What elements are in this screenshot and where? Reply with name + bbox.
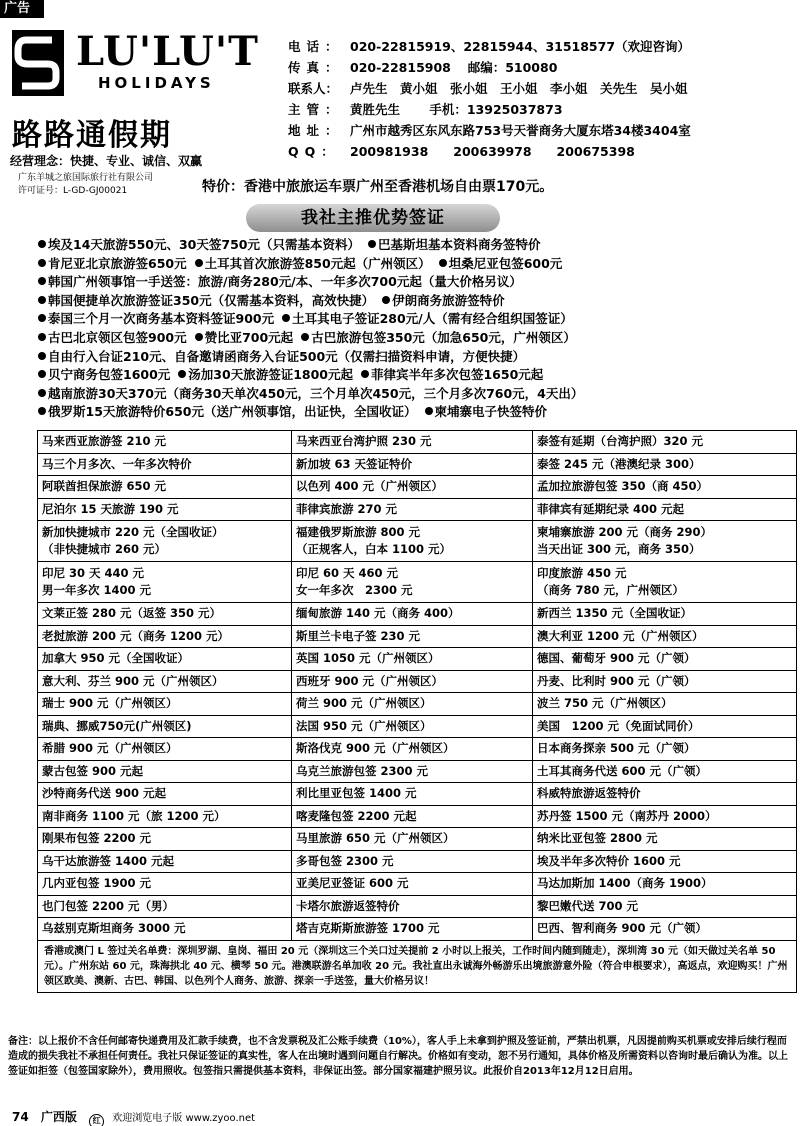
- table-row: [38, 431, 797, 454]
- bullet-item: [361, 367, 543, 382]
- table-row: [38, 783, 797, 806]
- bullet-dot-icon: [178, 370, 186, 378]
- table-cell: [533, 453, 797, 476]
- table-cell: [38, 805, 292, 828]
- bullet-text: 古巴北京领区包签900元: [48, 329, 187, 345]
- website-link[interactable]: 欢迎浏览电子版 www.zyoo.net: [112, 1113, 256, 1124]
- cell-line: 意大利、芬兰 900 元（广州领区）: [42, 673, 224, 688]
- bullet-dot-icon: [38, 277, 46, 285]
- bullet-text: 韩国便捷单次旅游签证350元（仅需基本资料，高效快捷）: [48, 292, 375, 308]
- table-row: [38, 603, 797, 626]
- bullet-item: [38, 367, 170, 382]
- bullet-dot-icon: [38, 296, 46, 304]
- table-cell: [292, 562, 533, 603]
- bullet-text: 坦桑尼亚包签600元: [448, 255, 563, 271]
- table-cell: [533, 805, 797, 828]
- contact-label: 地址：: [288, 123, 344, 138]
- table-row: [38, 648, 797, 671]
- bullet-text: 肯尼亚北京旅游签650元: [48, 255, 187, 271]
- table-row: [38, 625, 797, 648]
- table-row: [38, 873, 797, 896]
- bullet-item: [282, 311, 573, 326]
- cell-line: 文莱正签 280 元（返签 350 元）: [42, 606, 222, 621]
- table-cell: [533, 521, 797, 562]
- license-number: 许可证号：L-GD-GJ00021: [18, 186, 128, 196]
- cell-line: 阿联酋担保旅游 650 元: [42, 479, 167, 494]
- table-row: [38, 453, 797, 476]
- table-cell: [38, 498, 292, 521]
- bullet-line: [38, 273, 591, 292]
- cell-line: 几内亚包签 1900 元: [42, 876, 152, 891]
- cell-line: 缅甸旅游 140 元（商务 400）: [296, 606, 460, 621]
- bullet-line: [38, 255, 591, 274]
- cell-line: 当天出证 300 元，商务 350）: [537, 542, 701, 556]
- cell-line: 乌干达旅游签 1400 元起: [42, 853, 175, 868]
- bullet-item: [439, 256, 563, 271]
- table-cell: [38, 603, 292, 626]
- cell-line: （商务 780 元，广州领区）: [537, 583, 685, 597]
- table-cell: [38, 738, 292, 761]
- cell-line: 科威特旅游返签特价: [537, 786, 641, 801]
- cell-line: 多哥包签 2300 元: [296, 853, 394, 868]
- table-cell: [38, 895, 292, 918]
- cell-line: 以色列 400 元（广州领区）: [296, 479, 444, 494]
- cell-line: 乌克兰旅游包签 2300 元: [296, 763, 429, 778]
- table-cell: [38, 760, 292, 783]
- table-cell: [292, 453, 533, 476]
- bullet-item: [38, 256, 187, 271]
- bullet-item: [425, 404, 548, 419]
- bullet-line: [38, 385, 591, 404]
- table-row: [38, 918, 797, 941]
- contact-row: [288, 78, 691, 99]
- table-row: [38, 760, 797, 783]
- cell-line: 马来西亚旅游签 210 元: [42, 434, 167, 449]
- contact-value: 200981938 200639978 200675398: [350, 144, 635, 159]
- table-row: [38, 895, 797, 918]
- cell-line: （正规客人，白本 1100 元）: [296, 542, 452, 556]
- contact-label: QQ：: [288, 144, 340, 159]
- bullet-dot-icon: [282, 314, 290, 322]
- cell-line: 丹麦、比利时 900 元（广领）: [537, 673, 696, 688]
- table-cell: [292, 603, 533, 626]
- cell-line: 斯洛伐克 900 元（广州领区）: [296, 741, 455, 756]
- bullet-dot-icon: [382, 296, 390, 304]
- cell-line: 西班牙 900 元（广州领区）: [296, 673, 444, 688]
- bullet-text: 菲律宾半年多次包签1650元起: [370, 367, 544, 383]
- table-cell: [38, 918, 292, 941]
- cell-line: 泰签有延期（台湾护照）320 元: [537, 434, 704, 449]
- edition-label: 广西版: [40, 1110, 77, 1124]
- table-row: [38, 850, 797, 873]
- bullet-item: [195, 256, 431, 271]
- bullet-text: 巴基斯坦基本资料商务签特价: [377, 237, 541, 252]
- contact-row: [288, 99, 691, 120]
- bullet-item: [301, 330, 576, 345]
- cell-line: 新西兰 1350 元（全国收证）: [537, 606, 693, 621]
- bullet-text: 汤加30天旅游签证1800元起: [188, 367, 353, 383]
- remark-text: 备注：以上报价不含任何邮寄快递费用及汇款手续费，也不含发票税及汇公账手续费（10%），客人手上未拿到护照及签证前，严禁出机票，凡因提前购买机票或安排后续行程而造成的损失我社不承担任何责任。我社只保证签证的真实性，客人在出境时遇到问题自行解决。价格如有变动，恕不另行通知，具体价格及所需资料以咨询时最后确认为准。以上签证如拒签（包签国家除外），费用照收。包签指只需提供基本资料，非保证出签。部分国家福建护照另议。此报价自2013年12月12日启用。: [8, 1036, 788, 1077]
- bullet-text: 伊朗商务旅游签特价: [392, 292, 505, 308]
- bullet-line: [38, 403, 591, 422]
- table-cell: [533, 498, 797, 521]
- table-row: [38, 476, 797, 499]
- logo-subtitle: HOLIDAYS: [98, 74, 215, 92]
- table-cell: [292, 715, 533, 738]
- cell-line: 希腊 900 元（广州领区）: [42, 741, 178, 756]
- cell-line: 波兰 750 元（广州领区）: [537, 696, 673, 711]
- table-cell: [38, 521, 292, 562]
- bullet-dot-icon: [38, 259, 46, 267]
- table-cell: [38, 562, 292, 603]
- bullet-item: [368, 237, 541, 252]
- bullet-dot-icon: [38, 240, 46, 248]
- table-cell: [38, 648, 292, 671]
- cell-line: 老挝旅游 200 元（商务 1200 元）: [42, 628, 230, 643]
- cell-line: 马达加斯加 1400（商务 1900）: [537, 876, 713, 891]
- bullet-line: [38, 310, 591, 329]
- bullet-text: 贝宁商务包签1600元: [48, 367, 171, 383]
- contact-value: 卢先生 黄小姐 张小姐 王小姐 李小姐 关先生 吴小姐: [350, 81, 688, 96]
- bullet-text: 自由行入台证210元、自备邀请函商务入台证500元（仅需扫描资料申请，方便快捷）: [48, 348, 526, 364]
- contact-value: 020-22815908 邮编：510080: [350, 60, 558, 75]
- cell-line: 也门包签 2200 元（男）: [42, 898, 175, 913]
- contact-value: 黄胜先生 手机：13925037873: [350, 102, 563, 117]
- table-cell: [533, 783, 797, 806]
- table-cell: [533, 895, 797, 918]
- table-cell: [292, 498, 533, 521]
- cell-line: 菲律宾旅游 270 元: [296, 501, 398, 516]
- table-cell: [38, 476, 292, 499]
- bullet-line: [38, 366, 591, 385]
- table-cell: [533, 648, 797, 671]
- table-note-row: [38, 940, 797, 992]
- bullet-dot-icon: [38, 333, 46, 341]
- table-row: [38, 670, 797, 693]
- table-cell: [38, 453, 292, 476]
- table-cell: [292, 521, 533, 562]
- cell-line: 新加坡 63 天签证特价: [296, 456, 413, 471]
- table-cell: [38, 625, 292, 648]
- page-footer: [12, 1108, 255, 1126]
- cell-line: 巴西、智利商务 900 元（广领）: [537, 921, 708, 936]
- cell-line: 美国 1200 元（免面试同价）: [537, 718, 700, 733]
- cell-line: 孟加拉旅游包签 350（商 450）: [537, 479, 709, 494]
- cell-line: 亚美尼亚签证 600 元: [296, 876, 409, 891]
- table-cell: [533, 738, 797, 761]
- bullet-item: [38, 274, 522, 289]
- cell-line: 泰签 245 元（港澳纪录 300）: [537, 456, 701, 471]
- bullet-text: 柬埔寨电子快签特价: [434, 404, 548, 420]
- table-row: [38, 562, 797, 603]
- cell-line: 乌兹别克斯坦商务 3000 元: [42, 921, 186, 936]
- cell-line: 尼泊尔 15 天旅游 190 元: [42, 501, 179, 516]
- bullet-item: [38, 404, 417, 419]
- bullet-line: [38, 236, 591, 255]
- bullet-text: 古巴旅游包签350元（加急650元，广州领区）: [311, 329, 576, 345]
- table-cell: [533, 431, 797, 454]
- cell-line: 苏丹签 1500 元（南苏丹 2000）: [537, 808, 717, 823]
- bullet-item: [38, 293, 374, 308]
- bullet-text: 赞比亚700元起: [204, 329, 294, 345]
- visa-price-table: [37, 430, 797, 993]
- bullet-dot-icon: [439, 259, 447, 267]
- cell-line: 黎巴嫩代送 700 元: [537, 898, 639, 913]
- table-cell: [533, 603, 797, 626]
- bullet-text: 越南旅游30天370元（商务30天单次450元，三个月单次450元，三个月多次760元，4天出）: [48, 385, 584, 401]
- table-cell: [533, 918, 797, 941]
- promo-bullet-list: [38, 236, 591, 422]
- bullet-dot-icon: [301, 333, 309, 341]
- bullet-item: [38, 349, 525, 364]
- bullet-item: [38, 386, 583, 401]
- bullet-dot-icon: [38, 352, 46, 360]
- table-row: [38, 828, 797, 851]
- bullet-item: [195, 330, 294, 345]
- table-cell: [292, 476, 533, 499]
- license-company: 广东羊城之旅国际旅行社有限公司: [18, 173, 154, 183]
- ad-tag: 广告: [0, 0, 44, 18]
- cell-line: 福建俄罗斯旅游 800 元: [296, 525, 421, 539]
- table-cell: [292, 783, 533, 806]
- cell-line: 日本商务探亲 500 元（广领）: [537, 741, 696, 756]
- cell-line: 女一年多次 2300 元: [296, 583, 413, 597]
- table-cell: [533, 828, 797, 851]
- table-cell: [292, 760, 533, 783]
- table-cell: [38, 873, 292, 896]
- table-row: [38, 738, 797, 761]
- cell-line: 加拿大 950 元（全国收证）: [42, 651, 190, 666]
- contact-value: 广州市越秀区东风东路753号天誉商务大厦东塔34楼3404室: [350, 123, 691, 138]
- bullet-item: [178, 367, 353, 382]
- contact-row: [288, 57, 691, 78]
- cell-line: 刚果布包签 2200 元: [42, 831, 152, 846]
- bullet-line: [38, 329, 591, 348]
- table-note: 香港或澳门 L 签过关名单费：深圳罗湖、皇岗、福田 20 元（深圳这三个关口过关提前 2 小时以上报关，工作时间内随到随走），深圳湾 30 元（如天做过关名单 50 元）。广州东站 60 元，珠海拱北 40 元、横琴 50 元。港澳联游名单加收 20 元。我社直出永诚海外畅游乐出境旅游意外险（符合申根要求），高返点，欢迎购买！广州领区欧美、澳新、古巴、韩国、以色列个人商务、旅游、探亲一手送签，量大价格另议！: [38, 940, 797, 992]
- table-cell: [292, 625, 533, 648]
- cell-line: 瑞典、挪威750元(广州领区): [42, 718, 192, 733]
- page-number: 74: [12, 1110, 29, 1124]
- table-row: [38, 521, 797, 562]
- cell-line: 卡塔尔旅游返签特价: [296, 898, 400, 913]
- logo-chinese-name: 路路通假期: [12, 118, 172, 153]
- cell-line: 纳米比亚包签 2800 元: [537, 831, 658, 846]
- table-cell: [38, 715, 292, 738]
- publication-icon: 红: [89, 1114, 104, 1126]
- business-philosophy: 经营理念：快捷、专业、诚信、双赢: [10, 154, 203, 168]
- table-cell: [292, 828, 533, 851]
- bullet-text: 埃及14天旅游550元、30天签750元（只需基本资料）: [48, 237, 360, 252]
- table-cell: [292, 431, 533, 454]
- contact-value: 020-22815919、22815944、31518577（欢迎咨询）: [350, 39, 691, 54]
- table-cell: [38, 783, 292, 806]
- logo-brand: LU'LU'T: [76, 28, 259, 75]
- cell-line: 埃及半年多次特价 1600 元: [537, 853, 681, 868]
- bullet-dot-icon: [195, 333, 203, 341]
- license-info: [18, 172, 153, 198]
- bullet-line: [38, 348, 591, 367]
- cell-line: 印尼 60 天 460 元: [296, 566, 399, 580]
- table-cell: [292, 670, 533, 693]
- table-cell: [292, 850, 533, 873]
- special-offer: 特价：香港中旅旅运车票广州至香港机场自由票170元。: [202, 179, 554, 195]
- table-cell: [292, 648, 533, 671]
- cell-line: 利比里亚包签 1400 元: [296, 786, 417, 801]
- table-cell: [292, 805, 533, 828]
- cell-line: 沙特商务代送 900 元起: [42, 786, 167, 801]
- table-cell: [533, 693, 797, 716]
- bullet-dot-icon: [38, 407, 46, 415]
- table-cell: [533, 715, 797, 738]
- bullet-item: [38, 311, 274, 326]
- table-cell: [38, 431, 292, 454]
- bullet-item: [38, 330, 187, 345]
- bullet-dot-icon: [38, 314, 46, 322]
- contact-row: [288, 36, 691, 57]
- bullet-text: 韩国广州领事馆一手送签：旅游/商务280元/本、一年多次700元起（量大价格另议）: [48, 274, 522, 290]
- table-cell: [292, 873, 533, 896]
- cell-line: 德国、葡萄牙 900 元（广领）: [537, 651, 696, 666]
- logo-mark-icon: [12, 30, 64, 96]
- cell-line: 英国 1050 元（广州领区）: [296, 651, 440, 666]
- cell-line: 土耳其商务代送 600 元（广领）: [537, 763, 708, 778]
- contact-label: 联系人：: [288, 81, 339, 96]
- table-cell: [533, 873, 797, 896]
- table-cell: [292, 693, 533, 716]
- cell-line: 马里旅游 650 元（广州领区）: [296, 831, 455, 846]
- table-cell: [533, 850, 797, 873]
- table-row: [38, 715, 797, 738]
- cell-line: 荷兰 900 元（广州领区）: [296, 696, 432, 711]
- bullet-dot-icon: [425, 407, 433, 415]
- table-row: [38, 498, 797, 521]
- cell-line: 印尼 30 天 440 元: [42, 566, 145, 580]
- table-cell: [38, 693, 292, 716]
- cell-line: （非快捷城市 260 元）: [42, 542, 167, 556]
- table-row: [38, 693, 797, 716]
- contact-row: [288, 120, 691, 141]
- table-cell: [533, 760, 797, 783]
- cell-line: 印度旅游 450 元: [537, 566, 627, 580]
- contact-label: 主管：: [288, 102, 344, 117]
- cell-line: 瑞士 900 元（广州领区）: [42, 696, 178, 711]
- bullet-text: 土耳其首次旅游签850元起（广州领区）: [204, 255, 431, 271]
- table-cell: [533, 670, 797, 693]
- table-cell: [533, 562, 797, 603]
- contact-row: [288, 141, 691, 162]
- table-cell: [38, 850, 292, 873]
- table-cell: [533, 476, 797, 499]
- bullet-text: 土耳其电子签证280元/人（需有经合组织国签证）: [292, 311, 573, 327]
- bullet-dot-icon: [38, 389, 46, 397]
- bullet-dot-icon: [195, 259, 203, 267]
- table-cell: [38, 828, 292, 851]
- cell-line: 马来西亚台湾护照 230 元: [296, 434, 432, 449]
- table-row: [38, 805, 797, 828]
- cell-line: 南非商务 1100 元（旅 1200 元）: [42, 808, 226, 823]
- cell-line: 斯里兰卡电子签 230 元: [296, 628, 421, 643]
- cell-line: 澳大利亚 1200 元（广州领区）: [537, 628, 704, 643]
- bullet-text: 俄罗斯15天旅游特价650元（送广州领事馆，出证快，全国收证）: [48, 404, 417, 420]
- table-cell: [292, 895, 533, 918]
- contact-label: 传真：: [288, 60, 344, 75]
- table-cell: [292, 918, 533, 941]
- promo-banner: 我社主推优势签证: [246, 204, 500, 232]
- cell-line: 新加快捷城市 220 元（全国收证）: [42, 525, 224, 539]
- cell-line: 菲律宾有延期纪录 400 元起: [537, 501, 685, 516]
- bullet-text: 泰国三个月一次商务基本资料签证900元: [48, 311, 275, 327]
- bullet-dot-icon: [38, 370, 46, 378]
- bullet-line: [38, 292, 591, 311]
- cell-line: 蒙古包签 900 元起: [42, 763, 144, 778]
- bullet-item: [38, 237, 360, 252]
- table-cell: [38, 670, 292, 693]
- cell-line: 马三个月多次、一年多次特价: [42, 456, 192, 471]
- contact-label: 电话：: [288, 39, 344, 54]
- cell-line: 法国 950 元（广州领区）: [296, 718, 432, 733]
- table-cell: [292, 738, 533, 761]
- contact-block: [288, 36, 691, 162]
- bullet-dot-icon: [368, 240, 376, 248]
- cell-line: 喀麦隆包签 2200 元起: [296, 808, 417, 823]
- cell-line: 柬埔寨旅游 200 元（商务 290）: [537, 525, 713, 539]
- table-cell: [533, 625, 797, 648]
- bullet-item: [382, 293, 505, 308]
- cell-line: 塔吉克斯斯旅游签 1700 元: [296, 921, 440, 936]
- cell-line: 男一年多次 1400 元: [42, 583, 152, 597]
- bullet-dot-icon: [361, 370, 369, 378]
